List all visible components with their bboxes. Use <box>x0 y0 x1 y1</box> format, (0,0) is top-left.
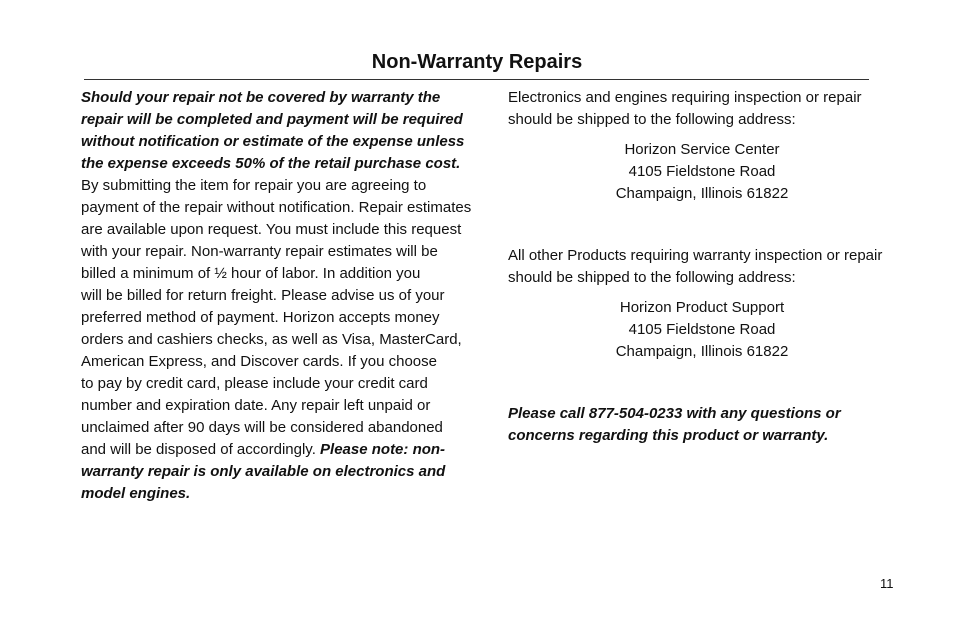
body-text-line: to pay by credit card, please include your credit card <box>81 375 428 392</box>
contact-line: Please call 877-504-0233 with any questions or <box>508 405 841 422</box>
address-line: 4105 Fieldstone Road <box>628 163 776 180</box>
body-text-segment: and will be disposed of accordingly. <box>81 441 321 458</box>
other-products-intro-line: should be shipped to the following address: <box>508 269 796 286</box>
other-products-intro-line: All other Products requiring warranty inspection or repair <box>508 247 883 264</box>
electronics-intro-line: should be shipped to the following address: <box>508 111 796 128</box>
body-text-line-mixed <box>81 439 473 461</box>
product-support-address <box>508 297 900 363</box>
warranty-statement-line: without notification or estimate of the expense unless <box>81 133 465 150</box>
title-divider <box>84 79 869 80</box>
page-number: 11 <box>880 576 894 591</box>
body-text-line: payment of the repair without notification. Repair estimates <box>81 199 472 216</box>
spacer <box>508 131 900 139</box>
address-line: Horizon Service Center <box>624 141 780 158</box>
address-line: Champaign, Illinois 61822 <box>615 343 789 360</box>
address-line: Champaign, Illinois 61822 <box>615 185 789 202</box>
warranty-statement-line: Should your repair not be covered by warranty the <box>81 89 441 106</box>
body-text-line: are available upon request. You must include this request <box>81 221 462 238</box>
warranty-statement-line: repair will be completed and payment will be required <box>81 111 463 128</box>
electronics-intro-line: Electronics and engines requiring inspection or repair <box>508 89 862 106</box>
note-text-line: warranty repair is only available on electronics and <box>81 463 446 480</box>
body-text-line: unclaimed after 90 days will be considered abandoned <box>81 419 443 436</box>
right-column <box>508 87 900 447</box>
body-text-line: preferred method of payment. Horizon accepts money <box>81 309 440 326</box>
contact-line: concerns regarding this product or warranty. <box>508 427 829 444</box>
spacer <box>508 363 900 403</box>
service-center-address <box>508 139 900 205</box>
page-title: Non-Warranty Repairs <box>371 51 583 73</box>
note-label: Please note: non- <box>320 441 446 458</box>
spacer <box>508 205 900 245</box>
warranty-statement-line: the expense exceeds 50% of the retail purchase cost. <box>81 155 461 172</box>
spacer <box>508 289 900 297</box>
address-line: 4105 Fieldstone Road <box>628 321 776 338</box>
body-text-line: By submitting the item for repair you are agreeing to <box>81 177 427 194</box>
body-text-line: billed a minimum of ½ hour of labor. In addition you <box>81 265 421 282</box>
body-text-line: will be billed for return freight. Please advise us of your <box>81 287 445 304</box>
note-text-line: model engines. <box>81 485 191 502</box>
body-text-line: number and expiration date. Any repair left unpaid or <box>81 397 431 414</box>
body-text-line: with your repair. Non-warranty repair estimates will be <box>81 243 438 260</box>
address-line: Horizon Product Support <box>619 299 785 316</box>
body-text-line: orders and cashiers checks, as well as Visa, MasterCard, <box>81 331 462 348</box>
body-text-line: American Express, and Discover cards. If you choose <box>81 353 437 370</box>
left-column <box>81 87 473 505</box>
